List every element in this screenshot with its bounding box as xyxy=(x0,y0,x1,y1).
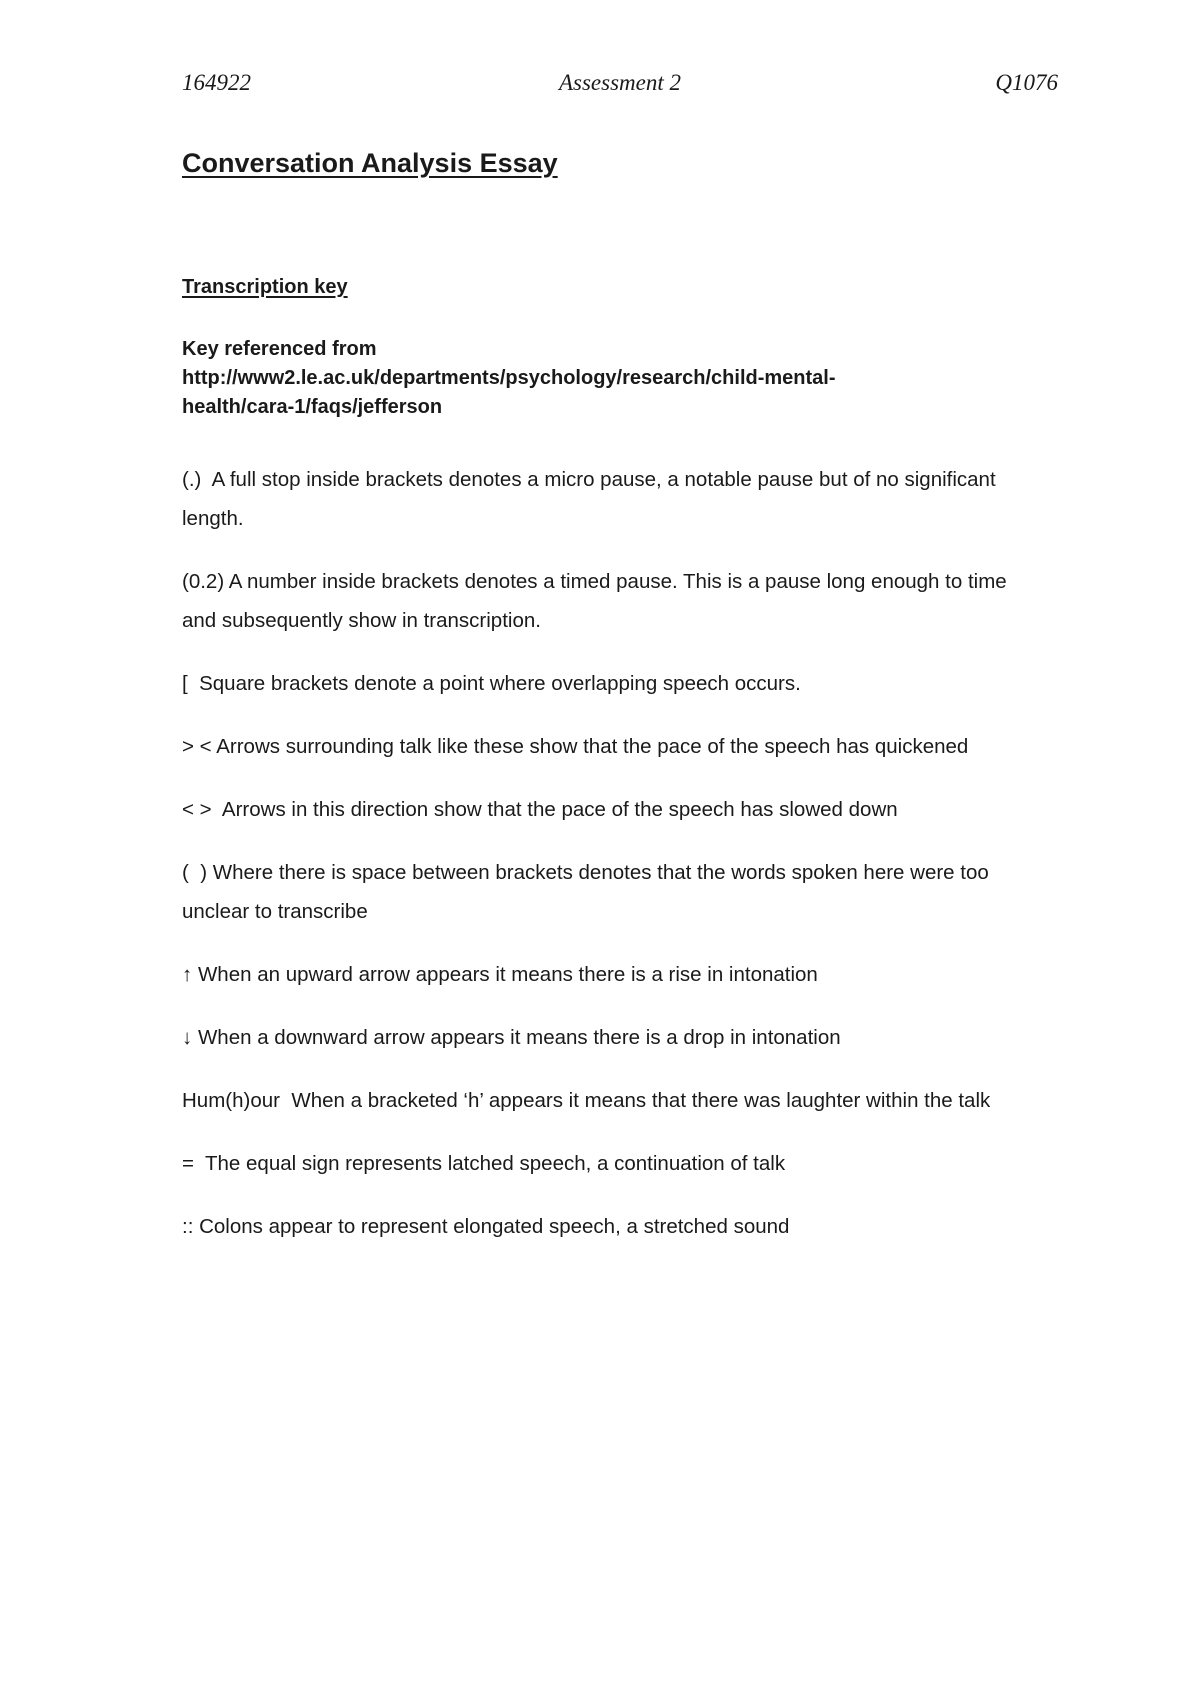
header-student-id: 164922 xyxy=(182,70,251,95)
key-description: A number inside brackets denotes a timed pause. This is a pause long enough to time and subsequently show in transcription. xyxy=(182,570,1007,632)
key-symbol: > < xyxy=(182,735,217,758)
key-entry-latched xyxy=(182,1144,1032,1183)
key-description: The equal sign represents latched speech, a continuation of talk xyxy=(205,1152,786,1175)
key-symbol: [ xyxy=(182,672,200,695)
reference-url-line2: health/cara-1/faqs/jefferson xyxy=(182,396,443,418)
key-symbol: = xyxy=(182,1152,205,1175)
reference-label: Key referenced from xyxy=(182,338,377,360)
key-description: When a bracketed ‘h’ appears it means that there was laughter within the talk xyxy=(291,1089,991,1112)
key-symbol: Hum(h)our xyxy=(182,1089,292,1112)
key-entry-quickened xyxy=(182,727,1032,766)
key-description: Arrows surrounding talk like these show that the pace of the speech has quickened xyxy=(216,735,969,758)
key-entry-laughter xyxy=(182,1081,1032,1120)
key-entry-timed-pause xyxy=(182,562,1032,640)
key-entry-slowed xyxy=(182,790,1032,829)
key-description: Colons appear to represent elongated speech, a stretched sound xyxy=(199,1215,790,1238)
key-entries xyxy=(182,460,1032,1270)
reference-url-line1: http://www2.le.ac.uk/departments/psychology/research/child-mental- xyxy=(182,367,836,389)
key-description: When an upward arrow appears it means there is a rise in intonation xyxy=(197,963,818,986)
page-header xyxy=(182,70,1058,102)
key-entry-micro-pause xyxy=(182,460,1032,538)
reference-block xyxy=(182,335,1042,422)
header-module-code: Q1076 xyxy=(995,70,1058,95)
transcription-key-heading: Transcription key xyxy=(182,276,348,298)
key-description: Where there is space between brackets denotes that the words spoken here were too unclear to transcribe xyxy=(182,861,989,923)
key-symbol: (0.2) xyxy=(182,570,229,593)
key-entry-rise-intonation xyxy=(182,955,1032,994)
key-symbol: :: xyxy=(182,1215,200,1238)
key-entry-elongated xyxy=(182,1207,1032,1246)
key-entry-drop-intonation xyxy=(182,1018,1032,1057)
key-symbol: < > xyxy=(182,798,222,821)
up-arrow-icon: ↑ xyxy=(182,963,198,986)
key-symbol: (.) xyxy=(182,468,212,491)
key-entry-unclear xyxy=(182,853,1032,931)
key-description: Arrows in this direction show that the pace of the speech has slowed down xyxy=(221,798,898,821)
header-assessment: Assessment 2 xyxy=(558,70,682,95)
document-title: Conversation Analysis Essay xyxy=(182,148,558,178)
key-symbol: ( ) xyxy=(182,861,213,884)
key-description: When a downward arrow appears it means there is a drop in intonation xyxy=(197,1026,841,1049)
key-description: A full stop inside brackets denotes a micro pause, a notable pause but of no significant length. xyxy=(182,468,996,530)
down-arrow-icon: ↓ xyxy=(182,1026,198,1049)
key-entry-overlap xyxy=(182,664,1032,703)
key-description: Square brackets denote a point where overlapping speech occurs. xyxy=(199,672,801,695)
